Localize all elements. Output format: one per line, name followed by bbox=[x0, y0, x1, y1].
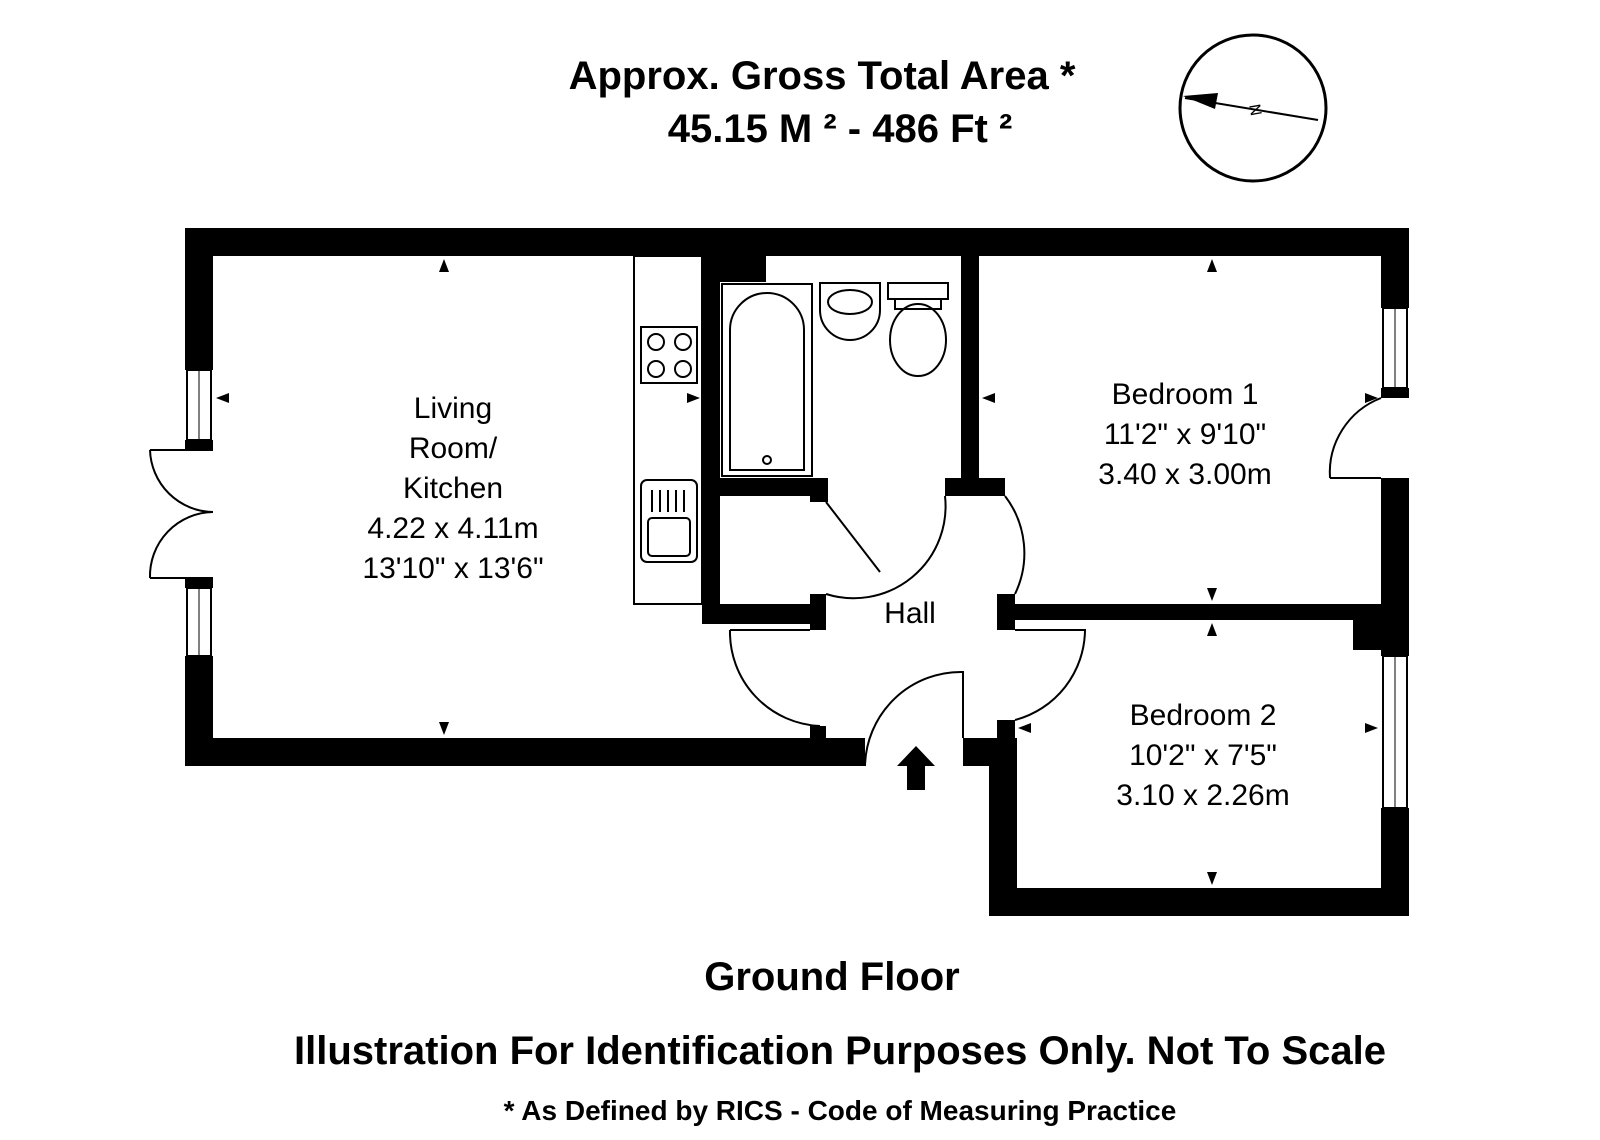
svg-text:13'10" x 13'6": 13'10" x 13'6" bbox=[362, 552, 544, 585]
svg-text:3.40 x 3.00m: 3.40 x 3.00m bbox=[1098, 458, 1272, 491]
bedroom2-label bbox=[1116, 699, 1289, 812]
living-room-label bbox=[362, 392, 543, 585]
bedroom1-label bbox=[1098, 378, 1271, 491]
bath-icon bbox=[722, 284, 812, 476]
area-value: 45.15 M ² - 486 Ft ² bbox=[667, 107, 1013, 151]
svg-text:Living: Living bbox=[413, 392, 493, 425]
washbasin-icon bbox=[820, 283, 880, 340]
svg-text:Bedroom 2: Bedroom 2 bbox=[1129, 699, 1277, 732]
area-title: Approx. Gross Total Area * bbox=[568, 54, 1076, 98]
floor-label: Ground Floor bbox=[704, 955, 960, 999]
kitchen-units bbox=[634, 256, 702, 604]
svg-text:10'2" x 7'5": 10'2" x 7'5" bbox=[1129, 739, 1277, 772]
svg-text:Room/: Room/ bbox=[408, 432, 498, 465]
svg-text:Bedroom 1: Bedroom 1 bbox=[1111, 378, 1259, 411]
compass-north-label: N bbox=[1245, 102, 1264, 118]
svg-text:11'2" x 9'10": 11'2" x 9'10" bbox=[1103, 418, 1267, 451]
svg-text:3.10 x 2.26m: 3.10 x 2.26m bbox=[1116, 779, 1290, 812]
hall-label: Hall bbox=[884, 597, 936, 630]
bathroom-fixtures bbox=[722, 283, 948, 476]
rics-note: * As Defined by RICS - Code of Measuring Practice bbox=[503, 1095, 1177, 1126]
entrance-arrow-icon bbox=[897, 746, 935, 790]
toilet-icon bbox=[888, 283, 948, 299]
svg-text:Kitchen: Kitchen bbox=[402, 472, 504, 505]
disclaimer: Illustration For Identification Purposes Only. Not To Scale bbox=[294, 1029, 1386, 1073]
svg-text:4.22 x 4.11m: 4.22 x 4.11m bbox=[367, 512, 539, 545]
compass-icon bbox=[1180, 35, 1326, 181]
